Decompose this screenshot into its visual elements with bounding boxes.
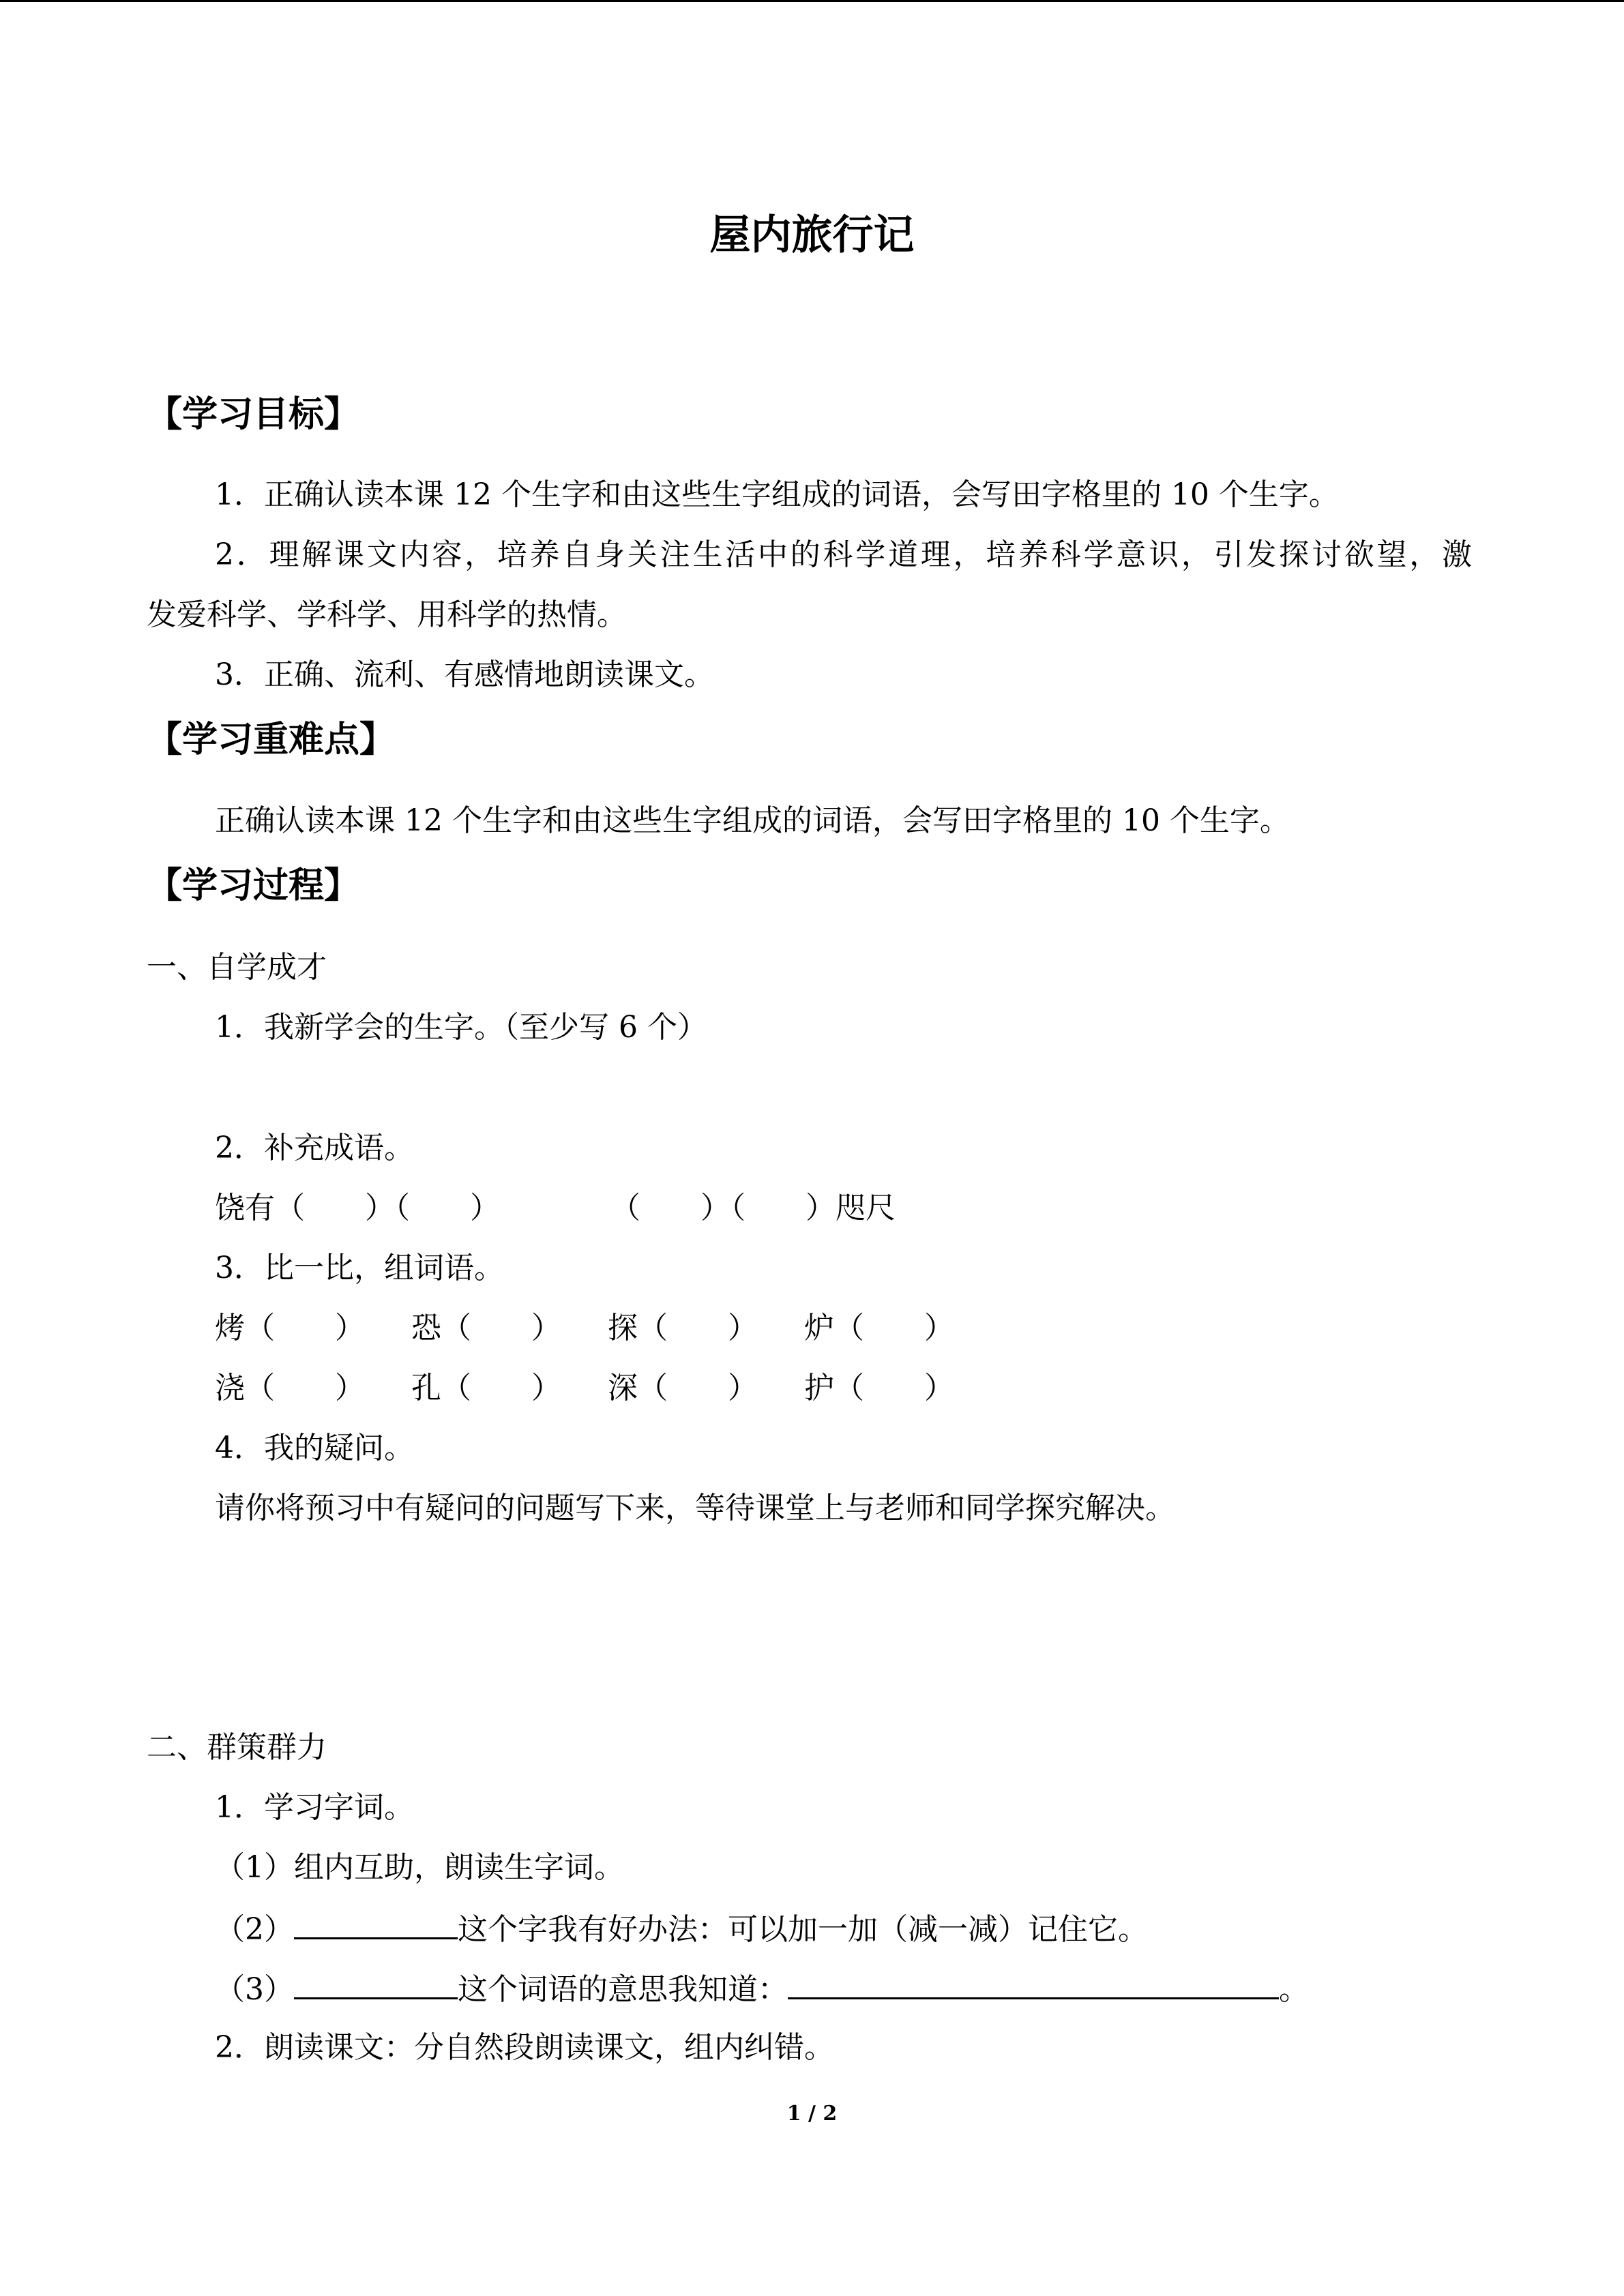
part2-question-2: 2．朗读课文：分自然段朗读课文，组内纠错。 [215,2030,834,2065]
part2-question-1: 1．学习字词。 [215,1790,414,1825]
part1-question-1: 1．我新学会的生字。（至少写 6 个） [215,1010,707,1045]
part1-question-4-text: 请你将预习中有疑问的问题写下来，等待课堂上与老师和同学探究解决。 [215,1491,1175,1525]
sub2-prefix: （2） [215,1912,294,1947]
idiom-2: （ ）（ ）咫尺 [610,1191,896,1225]
part1-question-2: 2．补充成语。 [215,1131,414,1165]
compare-cell: 探（ ） [608,1311,758,1345]
compare-cell: 炉（ ） [804,1311,954,1345]
compare-cell: 恐（ ） [411,1311,561,1345]
compare-row-2 [215,1368,1033,1409]
goal-item-2-line-2: 发爱科学、学科学、用科学的热情。 [147,597,627,632]
compare-cell: 护（ ） [804,1371,954,1405]
part1-question-4: 4．我的疑问。 [215,1431,414,1465]
part2-sub-1: （1）组内互助，朗读生字词。 [215,1850,624,1885]
page-number: 1 / 2 [786,2102,838,2126]
fill-in-blank[interactable] [294,1967,458,1999]
page-title: 屋内旅行记 [709,211,915,259]
top-border-line [0,0,1624,2]
process-heading: 【学习过程】 [147,865,360,906]
compare-cell: 孔（ ） [411,1371,561,1405]
goals-heading: 【学习目标】 [147,394,360,435]
compare-cell: 烤（ ） [215,1311,365,1345]
compare-cell: 浇（ ） [215,1371,365,1405]
part2-title: 二、群策群力 [147,1730,327,1765]
goal-item-2-line-1: 2．理解课文内容，培养自身关注生活中的科学道理，培养科学意识，引发探讨欲望，激 [215,537,1472,572]
key-points-text: 正确认读本课 12 个生字和由这些生字组成的词语，会写田字格里的 10 个生字。 [215,803,1290,838]
part1-question-3: 3．比一比，组词语。 [215,1251,504,1285]
goal-item-1: 1．正确认读本课 12 个生字和由这些生字组成的词语，会写田字格里的 10 个生字。 [215,477,1339,512]
sub3-prefix: （3） [215,1972,294,2007]
part2-sub-3 [215,1967,1309,2010]
sub3-suffix: 。 [1279,1972,1309,2007]
sub3-middle: 这个词语的意思我知道： [458,1972,788,2007]
idiom-1: 饶有（ ）（ ） [215,1191,500,1225]
compare-cell: 深（ ） [608,1371,758,1405]
part1-title: 一、自学成才 [147,950,327,985]
fill-in-blank[interactable] [294,1907,458,1939]
part2-sub-2 [215,1907,1148,1950]
sub2-suffix: 这个字我有好办法：可以加一加（减一减）记住它。 [458,1912,1148,1947]
idiom-row [215,1188,1033,1229]
key-points-heading: 【学习重难点】 [147,719,396,760]
goal-item-3: 3．正确、流利、有感情地朗读课文。 [215,657,714,692]
compare-row-1 [215,1308,1033,1349]
fill-in-blank[interactable] [788,1967,1279,1999]
